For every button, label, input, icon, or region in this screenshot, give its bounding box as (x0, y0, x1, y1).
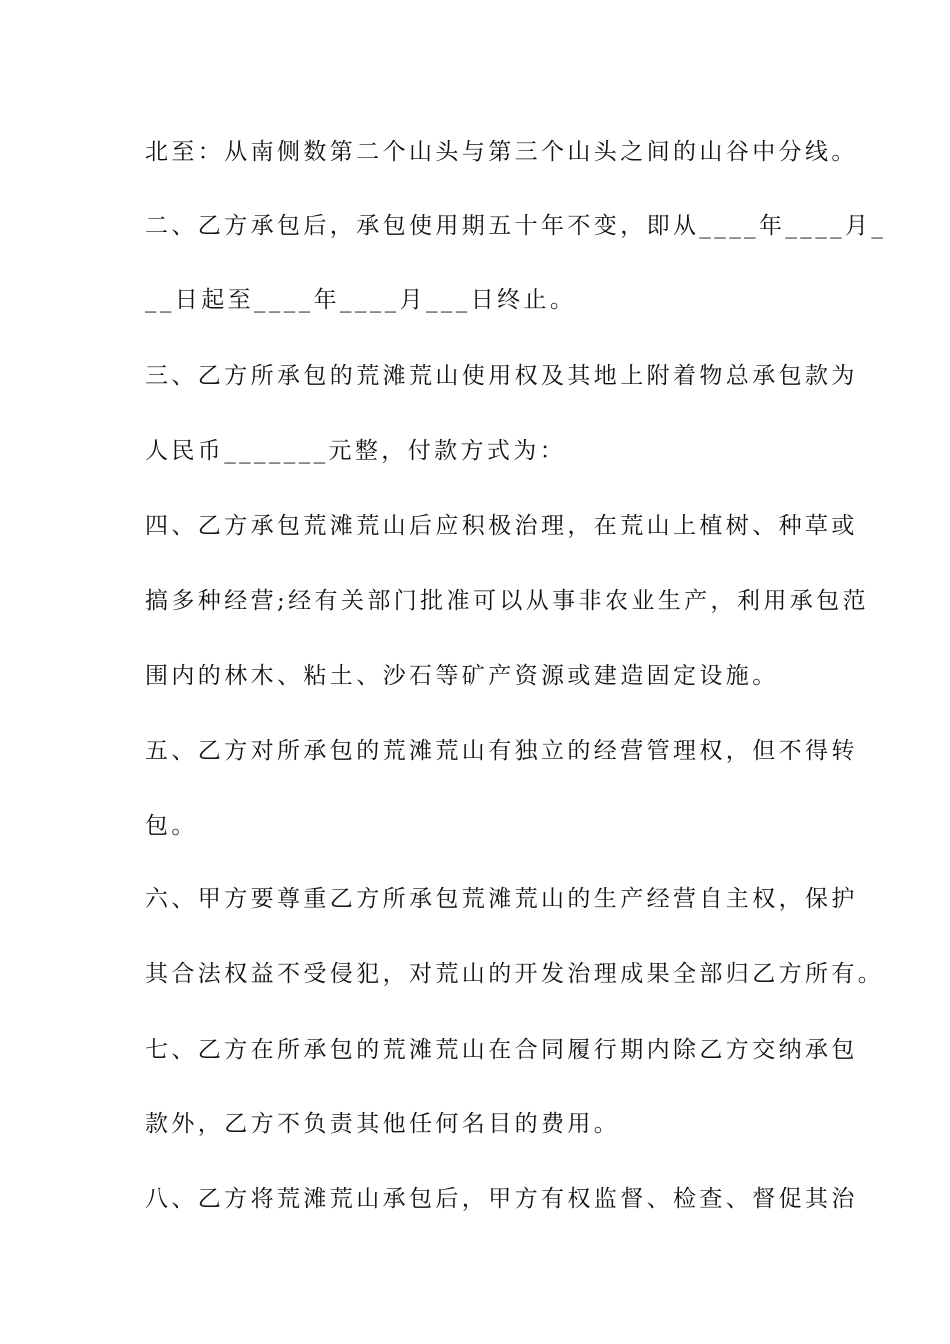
text-line: 围内的林木、粘土、沙石等矿产资源或建造固定设施。 (145, 663, 779, 689)
text-line: __日起至____年____月___日终止。 (145, 287, 577, 313)
text-line: 二、乙方承包后，承包使用期五十年不变，即从____年____月_ (145, 213, 887, 239)
text-line: 三、乙方所承包的荒滩荒山使用权及其地上附着物总承包款为 (145, 363, 858, 389)
text-line: 六、甲方要尊重乙方所承包荒滩荒山的生产经营自主权，保护 (145, 886, 858, 912)
text-line: 八、乙方将荒滩荒山承包后，甲方有权监督、检查、督促其治 (145, 1186, 858, 1212)
text-line: 人民币_______元整，付款方式为： (145, 438, 567, 464)
text-line: 搞多种经营;经有关部门批准可以从事非农业生产，利用承包范 (145, 588, 869, 614)
text-line: 七、乙方在所承包的荒滩荒山在合同履行期内除乙方交纳承包 (145, 1037, 858, 1063)
text-line: 包。 (145, 813, 198, 839)
text-line: 其合法权益不受侵犯，对荒山的开发治理成果全部归乙方所有。 (145, 961, 885, 987)
text-line: 四、乙方承包荒滩荒山后应积极治理，在荒山上植树、种草或 (145, 513, 858, 539)
text-line: 北至：从南侧数第二个山头与第三个山头之间的山谷中分线。 (145, 139, 858, 165)
text-line: 款外，乙方不负责其他任何名目的费用。 (145, 1111, 621, 1137)
text-line: 五、乙方对所承包的荒滩荒山有独立的经营管理权，但不得转 (145, 738, 858, 764)
